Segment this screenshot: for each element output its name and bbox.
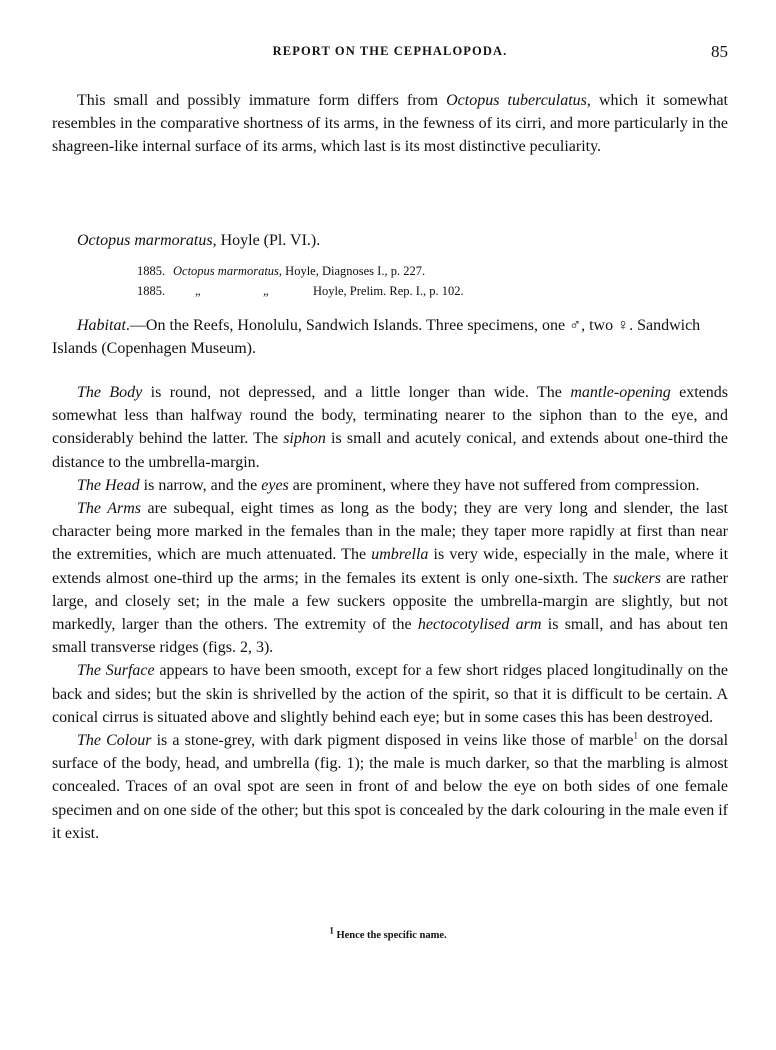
synonymy-ref: Hoyle, Prelim. Rep. I., p. 102. <box>313 284 464 298</box>
synonymy-ditto: „ <box>263 284 269 298</box>
intro-text-1: This small and possibly immature form differs from <box>77 92 447 109</box>
body-text-2: extends somewhat less than halfway round the body, terminating nearer to the siphon than to the eye, and considerably behind the latter. The <box>52 384 729 448</box>
description-section <box>52 381 728 845</box>
footnote-text: Hence the specific name. <box>333 930 447 941</box>
synonymy-ditto: „ <box>195 284 201 298</box>
page-header <box>52 44 728 66</box>
head-text-1: is narrow, and the <box>139 476 262 494</box>
colour-paragraph <box>52 729 728 845</box>
intro-paragraph <box>52 89 728 159</box>
synonymy-ref: , Hoyle, Diagnoses I., p. 227. <box>278 264 426 278</box>
footnote-reference: 1 <box>633 730 638 741</box>
colour-text-2: on the dorsal surface of the body, head, and umbrella (fig. 1); the male is much darker, so that the marbling is almost concealed. Traces of an oval spot are seen in front of and below the eye on both sides of one female specimen and on one side of the other; but this spot is concealed by the dark colouring in the male even if it exist. <box>52 732 729 842</box>
arms-term-suckers: suckers <box>612 569 661 587</box>
habitat-paragraph <box>52 314 728 360</box>
colour-label: The Colour <box>77 732 152 750</box>
habitat-text: .—On the Reefs, Honolulu, Sandwich Islands. Three specimens, one ♂, two ♀. Sandwich Islands (Copenhagen Museum). <box>52 317 701 358</box>
footnote <box>0 925 776 941</box>
arms-text-2: is very wide, especially in the male, where it extends almost one-third up the arms; in the females its extent is only one-sixth. The <box>52 546 729 587</box>
head-label: The Head <box>77 476 140 494</box>
page-number: 85 <box>711 42 728 61</box>
arms-term-hectocotylised: hectocotylised arm <box>417 616 542 634</box>
arms-text-1: are subequal, eight times as long as the body; they are very long and slender, the last character being more marked in the females than in the male; they taper more rapidly at first than near the extremities, which are much attenuated. The <box>52 500 728 564</box>
body-text-1: is round, not depressed, and a little longer than wide. The <box>142 384 571 401</box>
head-text-2: are prominent, where they have not suffered from compression. <box>288 476 700 494</box>
synonymy-year: 1885. <box>137 284 166 298</box>
species-name: Octopus marmoratus <box>77 232 213 249</box>
species-authority: , Hoyle (Pl. VI.). <box>212 232 321 249</box>
intro-species: Octopus tuberculatus <box>446 92 587 109</box>
arms-text-4: is small, and has about ten small transverse ridges (figs. 2, 3). <box>52 616 729 657</box>
arms-label: The Arms <box>77 500 141 518</box>
synonymy-year: 1885. <box>137 264 166 278</box>
habitat-label: Habitat <box>77 317 126 334</box>
head-term-eyes: eyes <box>261 476 289 494</box>
head-paragraph <box>52 474 728 497</box>
running-head: REPORT ON THE CEPHALOPODA. <box>272 44 508 58</box>
body-term-siphon: siphon <box>283 430 326 448</box>
colour-text-1: is a stone-grey, with dark pigment disposed in veins like those of marble <box>151 732 634 750</box>
body-term-mantle: mantle-opening <box>570 384 671 401</box>
surface-label: The Surface <box>77 662 155 680</box>
species-heading <box>77 232 320 250</box>
synonymy-name: Octopus marmoratus <box>173 264 279 278</box>
surface-text: appears to have been smooth, except for a few short ridges placed longitudinally on the back and sides; but the skin is shrivelled by the action of the spirit, so that it is difficult to be certain. A conical cirrus is situated above and slightly behind each eye; but in some cases this has been destroyed. <box>52 662 728 726</box>
arms-term-umbrella: umbrella <box>371 546 429 564</box>
body-text-3: is small and acutely conical, and extends about one-third the distance to the umbrella-margin. <box>52 430 728 471</box>
intro-text-2: , which it somewhat resembles in the comparative shortness of its arms, in the fewness of its cirri, and more particularly in the shagreen-like internal surface of its arms, which last is its most distinctive peculiarity. <box>52 92 728 156</box>
arms-paragraph <box>52 497 728 659</box>
arms-text-3: are rather large, and closely set; in the male a few suckers opposite the umbrella-margin are slightly, but not markedly, larger than the others. The extremity of the <box>52 569 729 634</box>
footnote-marker: 1 <box>329 925 334 936</box>
surface-paragraph <box>52 659 728 729</box>
body-paragraph <box>52 381 728 474</box>
body-label: The Body <box>77 384 143 401</box>
